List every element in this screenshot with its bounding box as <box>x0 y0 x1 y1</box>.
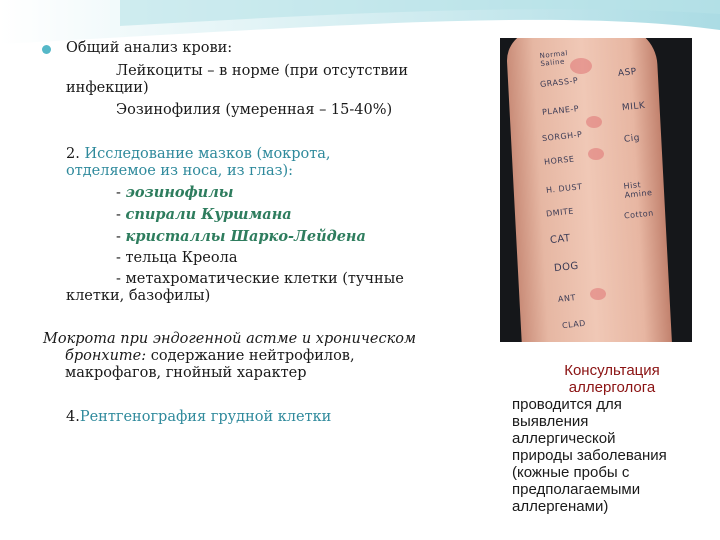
label-horse: HORSE <box>543 154 575 167</box>
label-plane: PLANE-P <box>541 104 580 117</box>
leukocytes-line-cont: инфекции) <box>66 80 149 96</box>
label-dust-mite: DMITE <box>545 206 575 219</box>
wheal-mark <box>588 148 604 160</box>
label-cotton: Cotton <box>623 208 655 221</box>
label-ant: ANT <box>557 293 577 304</box>
consult-body-line: (кожные пробы с <box>512 464 630 481</box>
label-asp: ASP <box>617 67 638 79</box>
consult-body-line: аллергической <box>512 430 616 447</box>
consult-title-line-1: Консультация <box>564 362 660 379</box>
smear-item-charcot-leyden: - кристаллы Шарко-Лейдена <box>116 228 366 245</box>
sputum-line-3: макрофагов, гнойный характер <box>65 365 307 381</box>
smear-item-creola: - тельца Креола <box>116 250 238 266</box>
wheal-mark <box>590 288 606 300</box>
allergist-consultation-block <box>512 362 712 515</box>
smear-heading: 2. Исследование мазков (мокрота, <box>66 146 331 162</box>
label-clad: CLAD <box>561 318 587 331</box>
consult-body-line: аллергенами) <box>512 498 609 515</box>
label-cig: Cig <box>623 133 641 145</box>
label-house-dust: H. DUST <box>545 182 583 195</box>
skin-prick-test-photo <box>500 38 692 342</box>
label-dog: DOG <box>553 260 580 275</box>
smear-heading-cont: отделяемое из носа, из глаз): <box>66 163 294 179</box>
consult-body-line: природы заболевания <box>512 447 667 464</box>
bullet-icon <box>42 45 51 54</box>
consult-body-line: предполагаемыми <box>512 481 641 498</box>
smear-item-curschmann: - спирали Куршмана <box>116 206 292 223</box>
label-grass: GRASS-P <box>539 76 579 89</box>
smear-item-mast-cells-cont: клетки, базофилы) <box>66 288 211 304</box>
consult-title-line-2: аллерголога <box>568 379 656 396</box>
consult-body-line: проводится для <box>512 396 622 413</box>
eosinophilia-line: Эозинофилия (умеренная – 15-40%) <box>116 102 393 118</box>
xray-item: 4.Рентгенография грудной клетки <box>66 409 332 425</box>
sputum-line-2: бронхите: содержание нейтрофилов, <box>65 348 355 364</box>
sputum-line-1: Мокрота при эндогенной астме и хроническом <box>43 331 416 347</box>
smear-item-eosinophils: - эозинофилы <box>116 184 234 201</box>
smear-item-mast-cells: - метахроматические клетки (тучные <box>116 271 404 287</box>
label-histamine: Hist Amine <box>623 180 653 200</box>
label-milk: MILK <box>621 100 646 114</box>
consult-body-line: выявления <box>512 413 589 430</box>
blood-analysis-block <box>66 40 408 119</box>
label-normal-saline: Normal Saline <box>539 49 569 69</box>
label-sorgh: SORGH-P <box>541 129 583 144</box>
smear-study-block <box>66 146 404 305</box>
wheal-mark <box>586 116 602 128</box>
sputum-block <box>43 331 416 382</box>
label-cat: CAT <box>549 232 572 247</box>
leukocytes-line: Лейкоциты – в норме (при отсутствии <box>116 63 409 79</box>
blood-analysis-heading: Общий анализ крови: <box>66 40 233 56</box>
